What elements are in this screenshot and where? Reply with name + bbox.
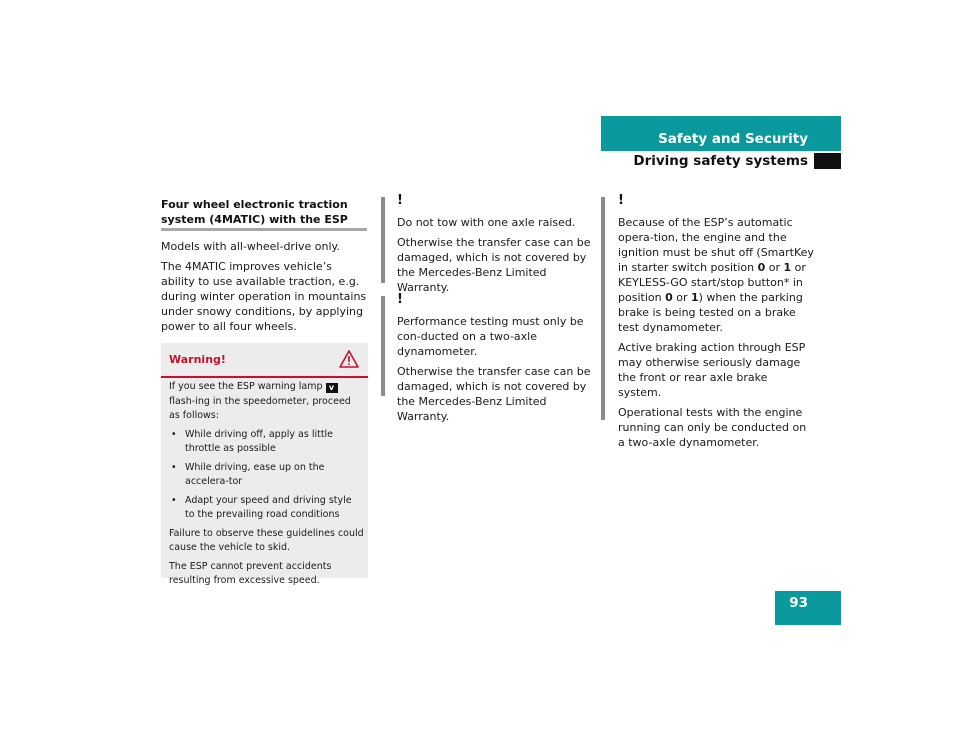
position-one: 1	[690, 291, 699, 304]
note-bar	[381, 197, 385, 283]
section-title-banner	[601, 116, 841, 151]
note-1-paragraph-1: Do not tow with one axle raised.	[397, 216, 576, 229]
note-bar	[601, 197, 605, 420]
note-2-paragraph-2: Otherwise the transfer case can be damaged, which is not covered by the Mercedes-Benz Limited Warranty.	[397, 365, 591, 423]
note-exclamation-icon: !	[618, 193, 624, 208]
note-3-paragraph-2: Active braking action through ESP may otherwise seriously damage the front or rear axle brake system.	[618, 341, 806, 399]
intro-text	[161, 239, 367, 339]
note-2-paragraph-1: Performance testing must only be con-ducted on a two-axle dynamometer.	[397, 315, 584, 358]
section-title: Safety and Security	[658, 131, 808, 147]
note-3-paragraph-1	[618, 215, 814, 335]
esp-warning-lamp-icon: v	[326, 383, 338, 393]
warning-box	[161, 343, 368, 586]
warning-list	[169, 428, 364, 523]
heading-divider	[161, 228, 367, 231]
section-heading: Four wheel electronic traction system (4MATIC) with the ESP	[161, 198, 348, 226]
note-3-or: or	[672, 291, 691, 304]
note-3-text-a: Because of the ESP’s automatic opera-tion, the engine and the ignition must be shut off (SmartKey in starter switch position	[618, 216, 814, 274]
page-number: 93	[789, 595, 808, 611]
warning-bullet: • While driving, ease up on the accelera-tor	[169, 461, 364, 490]
warning-bullet: • Adapt your speed and driving style to the prevailing road conditions	[169, 494, 364, 523]
note-exclamation-icon: !	[397, 193, 403, 208]
position-zero: 0	[757, 261, 766, 274]
warning-bullet: • While driving off, apply as little throttle as possible	[169, 428, 364, 457]
warning-title: Warning!	[169, 353, 226, 366]
warning-divider	[161, 376, 368, 378]
subsection-title: Driving safety systems	[633, 153, 808, 169]
note-2	[397, 314, 593, 429]
position-zero: 0	[665, 291, 673, 304]
intro-paragraph-2: The 4MATIC improves vehicle’s ability to use available traction, e.g. during winter operation in mountains under snowy conditions, by applying power to all four wheels.	[161, 260, 367, 333]
note-1	[397, 215, 593, 300]
subsection-marker	[814, 153, 841, 169]
note-1-paragraph-2: Otherwise the transfer case can be damaged, which is not covered by the Mercedes-Benz Limited Warranty.	[397, 236, 591, 294]
intro-paragraph-1: Models with all-wheel-drive only.	[161, 240, 340, 253]
page-number-box	[775, 591, 841, 625]
note-bar	[381, 296, 385, 396]
warning-esp-text: The ESP cannot prevent accidents resulting from excessive speed.	[169, 560, 332, 586]
note-exclamation-icon: !	[397, 292, 403, 307]
warning-intro	[169, 380, 364, 424]
warning-body	[169, 380, 364, 593]
note-3-or: or	[765, 261, 784, 274]
note-3-paragraph-3: Operational tests with the engine running can only be conducted on a two-axle dynamometer.	[618, 406, 807, 449]
warning-intro-text-a: If you see the ESP warning lamp	[169, 381, 326, 392]
note-3	[618, 215, 814, 455]
warning-triangle-icon	[339, 350, 359, 368]
warning-failure-text: Failure to observe these guidelines could cause the vehicle to skid.	[169, 527, 364, 553]
position-one: 1	[783, 261, 792, 274]
warning-intro-text-b: flash-ing in the speedometer, proceed as follows:	[169, 395, 351, 421]
note-3-text-b: or KEYLESS-GO start/stop button* in position	[618, 261, 806, 304]
note-3-text-c: ) when the parking brake is being tested on a brake test dynamometer.	[618, 291, 803, 334]
